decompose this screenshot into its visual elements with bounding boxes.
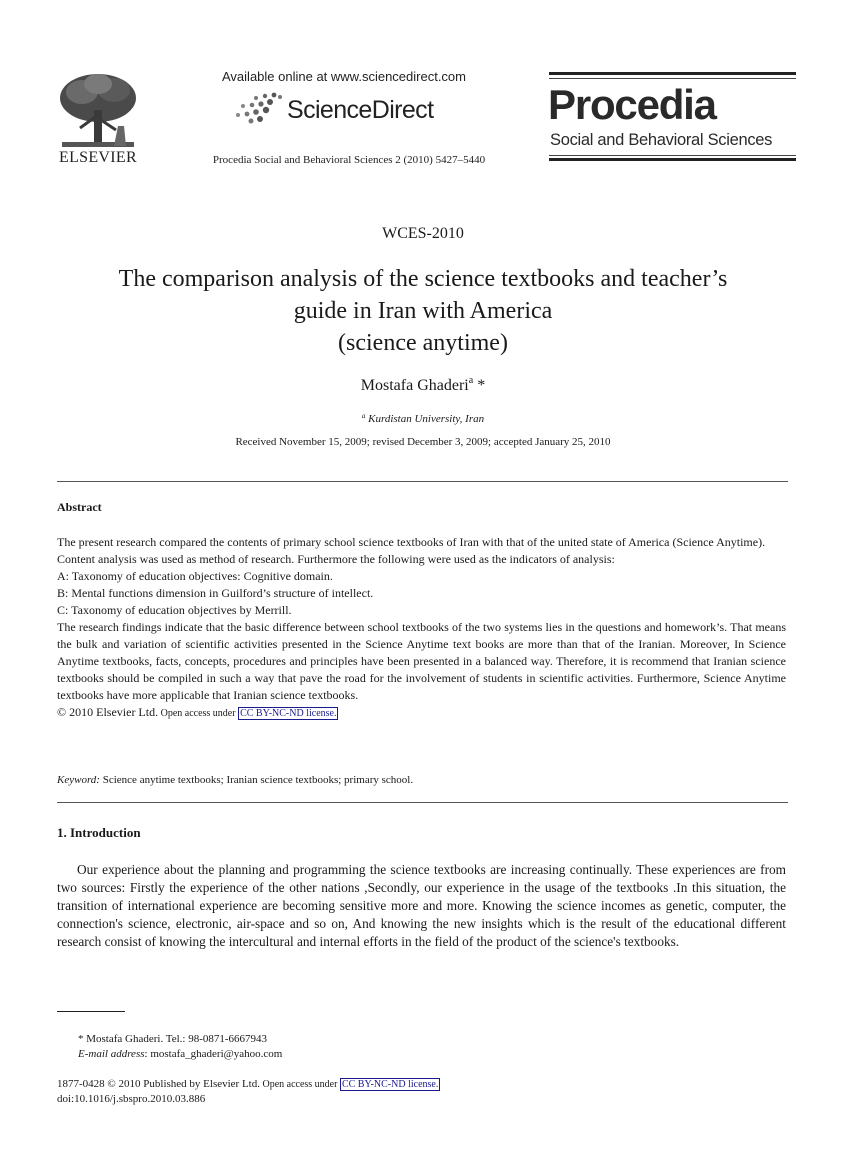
introduction-paragraph: Our experience about the planning and programming the science textbooks are increasing continually. These experiences are from two sources: Firstly the experience of the other nations ,Secondly, our experience in the usage of the textbooks .In this situation, the transition of international experience are becoming sensitive more and more. Knowing the science incomes as genetic, computer, the connection's science, electronic, air-space and so on, And knowing the new insights which is the result of the educational different research consist of knowing the intercultural and internal efforts in the field of the product of the science's textbooks.	[57, 862, 786, 949]
abstract-heading: Abstract	[57, 500, 102, 514]
abstract-body	[57, 534, 786, 722]
footnote-rule	[57, 1011, 125, 1012]
issn-text: 1877-0428 © 2010 Published by Elsevier Ltd.	[57, 1078, 260, 1090]
sciencedirect-brand: ScienceDirect	[287, 96, 434, 124]
journal-citation: Procedia Social and Behavioral Sciences 2 (2010) 5427–5440	[212, 154, 486, 166]
email-address[interactable]: : mostafa_ghaderi@yahoo.com	[144, 1048, 283, 1060]
affiliation-text: Kurdistan University, Iran	[365, 413, 485, 425]
introduction-heading: 1. Introduction	[57, 825, 141, 840]
available-online-link[interactable]: Available online at www.sciencedirect.com	[222, 69, 466, 84]
received-dates: Received November 15, 2009; revised December 3, 2009; accepted January 25, 2010	[235, 436, 611, 448]
title-line: (science anytime)	[338, 330, 508, 356]
abstract-paragraph: The present research compared the contents of primary school science textbooks of Iran with that of the united state of America (Science Anytime). Content analysis was used as method of research. Furthermore the following were used as the indicators of analysis:	[57, 535, 766, 566]
title-line: The comparison analysis of the science textbooks and teacher’s	[118, 266, 728, 292]
procedia-bottom-rule	[549, 158, 796, 161]
procedia-top-rule-thin	[549, 78, 796, 79]
publisher-logo-text: ELSEVIER	[59, 149, 137, 166]
license-link[interactable]: CC BY-NC-ND license.	[341, 1079, 439, 1090]
paper-title	[60, 263, 786, 359]
author-line	[0, 375, 846, 395]
abstract-list-item: B: Mental functions dimension in Guilford’s structure of intellect.	[57, 586, 374, 600]
keywords	[57, 774, 413, 786]
author-name: Mostafa Ghaderi	[360, 377, 469, 394]
open-access-label: Open access under	[259, 1079, 340, 1090]
keyword-list: Science anytime textbooks; Iranian science textbooks; primary school.	[99, 774, 414, 786]
title-line: guide in Iran with America	[293, 298, 553, 324]
author-affiliation-mark: a	[468, 375, 474, 386]
email-footnote	[78, 1048, 282, 1060]
affiliation-mark: a	[361, 412, 366, 420]
copyright: © 2010 Elsevier Ltd.	[57, 705, 159, 719]
abstract-copyright-line	[57, 704, 786, 722]
abstract-list-item: C: Taxonomy of education objectives by Merrill.	[57, 603, 292, 617]
section-divider	[57, 481, 788, 482]
affiliation	[0, 412, 846, 425]
email-label: E-mail address	[78, 1048, 145, 1060]
procedia-logo-subtitle: Social and Behavioral Sciences	[550, 131, 773, 149]
abstract-list-item: A: Taxonomy of education objectives: Cognitive domain.	[57, 569, 333, 583]
procedia-bottom-rule-thin	[549, 155, 796, 156]
corresponding-mark: *	[473, 377, 486, 394]
corresponding-author-footnote: * Mostafa Ghaderi. Tel.: 98-0871-6667943	[78, 1033, 268, 1045]
conference-name: WCES-2010	[382, 225, 464, 242]
procedia-logo-title: Procedia	[548, 81, 716, 128]
abstract-paragraph: The research findings indicate that the basic difference between school textbooks of the two systems lies in the questions and homework’s. That means the bulk and variation of scientific activities presented in the Science Anytime text books are more than that of the Iranian. Moreover, In Science Anytime textbooks, facts, concepts, procedures and principles have been presented in a balanced way. Therefore, it is recommend that Iranian science textbooks should be compiled in such a way that pave the road for the involvement of students in scientific activities. Furthermore, Science Anytime textbooks have more applicable that Iranian science textbooks.	[57, 620, 786, 702]
procedia-top-rule	[549, 72, 796, 75]
doi-line[interactable]: doi:10.1016/j.sbspro.2010.03.886	[57, 1093, 206, 1105]
issn-line	[57, 1078, 440, 1090]
section-divider	[57, 802, 788, 803]
open-access-label: Open access under	[158, 708, 239, 719]
license-link[interactable]: CC BY-NC-ND license.	[240, 708, 337, 719]
sciencedirect-dots-icon	[234, 91, 286, 125]
keyword-label: Keyword:	[57, 774, 100, 786]
